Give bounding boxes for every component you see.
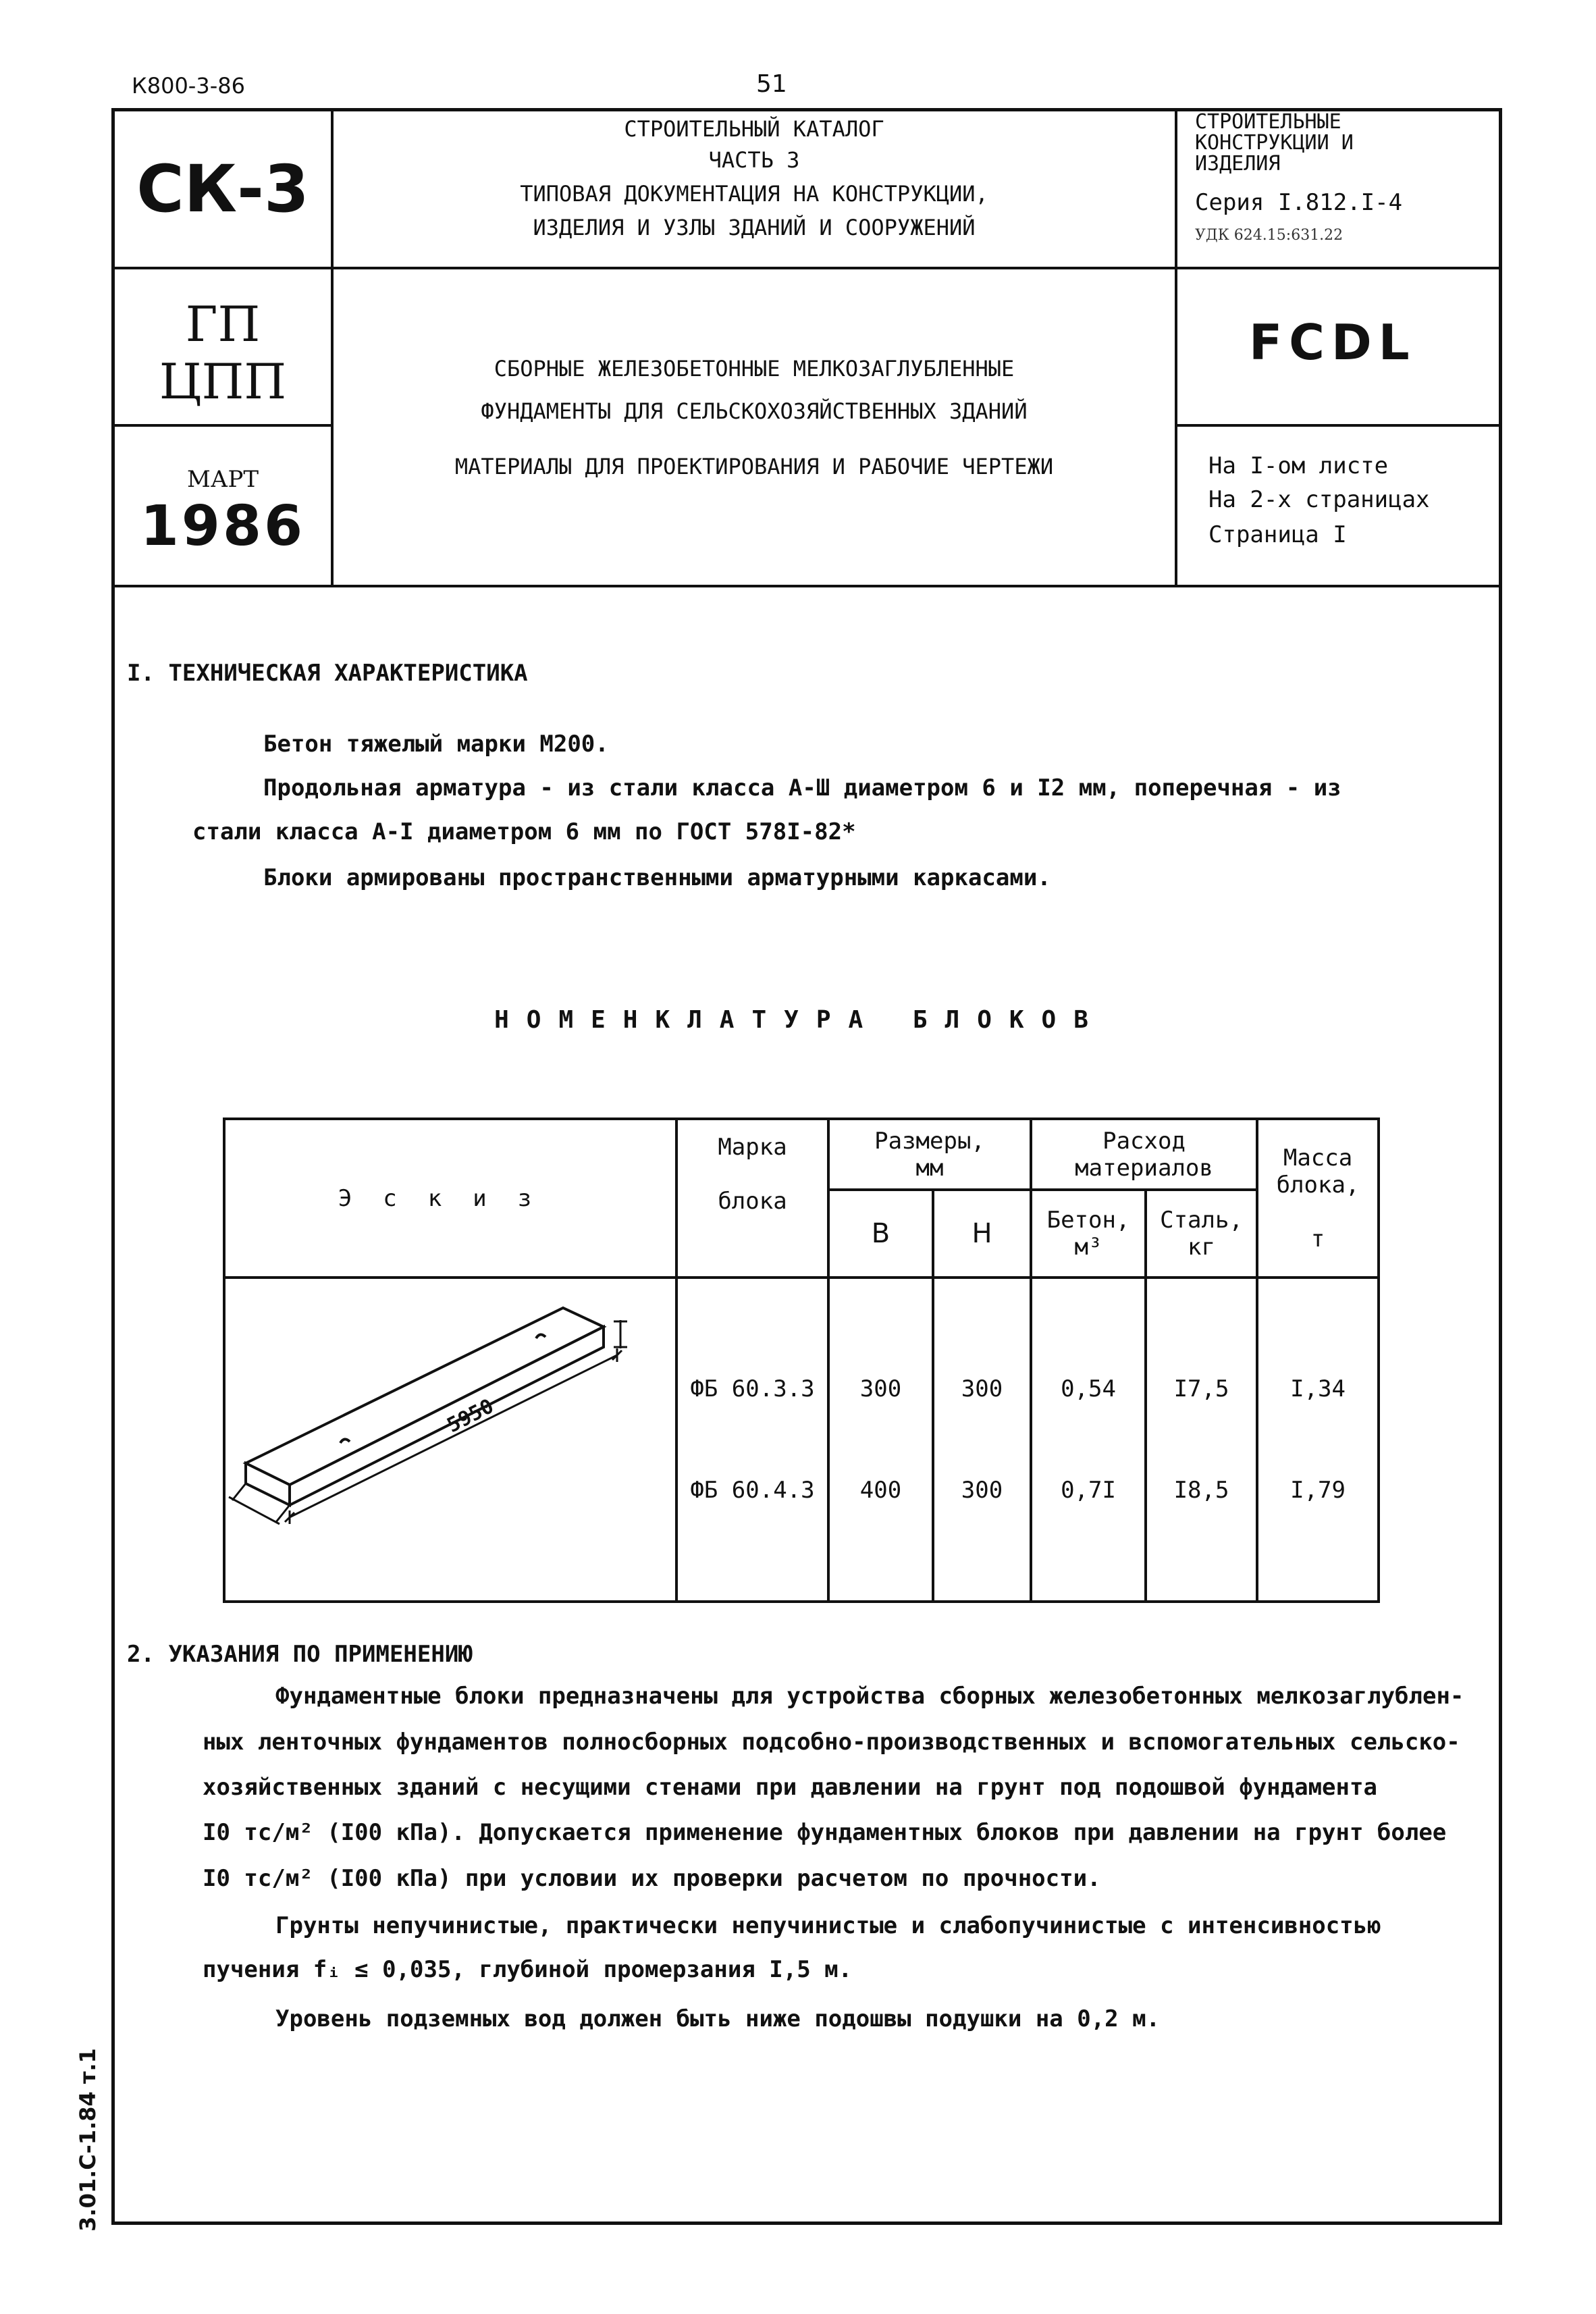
section-1-number: I. [127, 660, 155, 687]
header-concrete [1031, 1190, 1146, 1278]
page-number: 51 [756, 70, 787, 98]
header-materials-line-2: материалов [1075, 1154, 1213, 1182]
section-1-heading [127, 658, 528, 688]
section-1-line-3: стали класса А-I диаметром 6 мм по ГОСТ 578I-82* [192, 818, 856, 845]
header-dim-b: B [828, 1190, 933, 1278]
org-line-2: ЦПП [159, 353, 287, 410]
header-concrete-line-2: м³ [1074, 1234, 1102, 1261]
title-line-1: СБОРНЫЕ ЖЕЛЕЗОБЕТОННЫЕ МЕЛКОЗАГЛУБЛЕННЫЕ [494, 356, 1015, 382]
udk-label: УДК 624.15:631.22 [1195, 227, 1344, 244]
nomenclature-table [223, 1117, 1380, 1603]
header-dims-line-2: мм [915, 1154, 944, 1182]
header-materials [1031, 1119, 1257, 1190]
header-divider [111, 267, 1502, 269]
table-row-2-h: 300 [961, 1477, 1003, 1504]
section-2-line-5: I0 тс/м² (I00 кПа) при условии их проверки расчетом по прочности. [203, 1865, 1101, 1892]
header-mark-line-2: блока [718, 1188, 787, 1215]
category-line-3: ИЗДЕЛИЯ [1195, 152, 1281, 176]
doc-code: К800-3-86 [132, 73, 245, 99]
header-mass-line-1: Масса [1283, 1144, 1353, 1172]
table-row-1-b: 300 [859, 1375, 902, 1402]
header-concrete-line-1: Бетон, [1046, 1207, 1130, 1234]
sheet-info-1: На I-ом листе [1208, 452, 1389, 479]
category-line-1: СТРОИТЕЛЬНЫЕ [1195, 110, 1341, 134]
table-row-1-steel: I7,5 [1173, 1375, 1229, 1402]
ck-label: СК-3 [136, 151, 309, 227]
sheet-info-2: На 2-х страницах [1208, 486, 1430, 513]
section-2-line-8: Уровень подземных вод должен быть ниже подошвы подушки на 0,2 м. [275, 2005, 1161, 2032]
org-line-1: ГП [185, 296, 261, 352]
series-label: Серия I.812.I-4 [1195, 189, 1403, 216]
header-divider [111, 585, 1502, 587]
header-dims-line-1: Размеры, [874, 1127, 985, 1155]
table-row-2-mass: I,79 [1290, 1477, 1346, 1504]
header-steel-line-1: Сталь, [1160, 1207, 1243, 1234]
month: МАРТ [186, 466, 259, 493]
section-2-line-7: пучения fᵢ ≤ 0,035, глубиной промерзания I,5 м. [203, 1956, 853, 1983]
header-dimensions [828, 1119, 1031, 1190]
section-1-line-2: Продольная арматура - из стали класса А-Ш диаметром 6 и I2 мм, поперечная - из [263, 774, 1341, 801]
header-steel [1146, 1190, 1257, 1278]
header-mass [1257, 1119, 1379, 1278]
section-2-title: УКАЗАНИЯ ПО ПРИМЕНЕНИЮ [168, 1641, 473, 1668]
header-mass-line-2: блока, [1276, 1171, 1360, 1199]
header-divider [111, 424, 331, 427]
header-mark [676, 1119, 828, 1278]
section-2-line-4: I0 тс/м² (I00 кПа). Допускается применение фундаментных блоков при давлении на грунт более [203, 1819, 1447, 1846]
header-mass-line-3: т [1310, 1225, 1325, 1253]
section-2-line-2: ных ленточных фундаментов полносборных подсобно-производственных и вспомогательных сельско- [203, 1729, 1460, 1756]
year: 1986 [140, 494, 306, 558]
side-stamp: 3.01.C-1.84 т.1 [75, 2048, 101, 2232]
section-1-title: ТЕХНИЧЕСКАЯ ХАРАКТЕРИСТИКА [168, 660, 528, 687]
section-2-line-1: Фундаментные блоки предназначены для устройства сборных железобетонных мелкозаглублен- [275, 1683, 1464, 1710]
sketch-length-label: 5950 [443, 1394, 498, 1438]
table-row-2-concrete: 0,7I [1061, 1477, 1116, 1504]
header-divider [1175, 108, 1177, 587]
row-steel [1146, 1278, 1257, 1602]
title-line-3: МАТЕРИАЛЫ ДЛЯ ПРОЕКТИРОВАНИЯ И РАБОЧИЕ ЧЕРТЕЖИ [454, 454, 1054, 479]
catalog-line-4: ИЗДЕЛИЯ И УЗЛЫ ЗДАНИЙ И СООРУЖЕНИЙ [533, 215, 976, 240]
row-marks [676, 1278, 828, 1602]
table-row-1-mass: I,34 [1290, 1375, 1346, 1402]
table-row-2-b: 400 [859, 1477, 902, 1504]
catalog-line-1: СТРОИТЕЛЬНЫЙ КАТАЛОГ [624, 116, 884, 142]
title-line-2: ФУНДАМЕНТЫ ДЛЯ СЕЛЬСКОХОЗЯЙСТВЕННЫХ ЗДАНИЙ [481, 398, 1028, 424]
header-mark-line-1: Марка [718, 1134, 787, 1161]
document-code: FCDL [1249, 314, 1416, 371]
row-h [933, 1278, 1031, 1602]
section-2-number: 2. [127, 1641, 155, 1668]
catalog-line-3: ТИПОВАЯ ДОКУМЕНТАЦИЯ НА КОНСТРУКЦИИ, [520, 181, 988, 207]
row-b [828, 1278, 933, 1602]
section-2-heading [127, 1639, 473, 1669]
header-steel-line-2: кг [1188, 1234, 1215, 1261]
header-sketch: Эскиз [224, 1119, 676, 1278]
table-row-1-concrete: 0,54 [1061, 1375, 1116, 1402]
header-dim-h: H [933, 1190, 1031, 1278]
catalog-line-2: ЧАСТЬ 3 [708, 147, 800, 173]
section-1-line-1: Бетон тяжелый марки М200. [263, 731, 609, 758]
section-2-line-6: Грунты непучинистые, практически непучинистые и слабопучинистые с интенсивностью [275, 1912, 1381, 1939]
row-concrete [1031, 1278, 1146, 1602]
table-row-1-h: 300 [961, 1375, 1003, 1402]
block-sketch-drawing [225, 1281, 671, 1598]
row-mass [1257, 1278, 1379, 1602]
table-title: НОМЕНКЛАТУРА БЛОКОВ [494, 1006, 1106, 1034]
category-line-2: КОНСТРУКЦИИ И [1195, 131, 1354, 155]
table-row-2-steel: I8,5 [1173, 1477, 1229, 1504]
section-2-line-3: хозяйственных зданий с несущими стенами при давлении на грунт под подошвой фундамента [203, 1774, 1377, 1801]
header-materials-line-1: Расход [1102, 1127, 1186, 1155]
section-1-line-4: Блоки армированы пространственными арматурными каркасами. [263, 864, 1051, 891]
table-row-2-mark: ФБ 60.4.3 [690, 1477, 815, 1504]
header-divider [1175, 424, 1502, 427]
table-row-1-mark: ФБ 60.3.3 [690, 1375, 815, 1402]
sheet-info-3: Страница I [1208, 521, 1347, 548]
sketch-cell [224, 1278, 676, 1602]
